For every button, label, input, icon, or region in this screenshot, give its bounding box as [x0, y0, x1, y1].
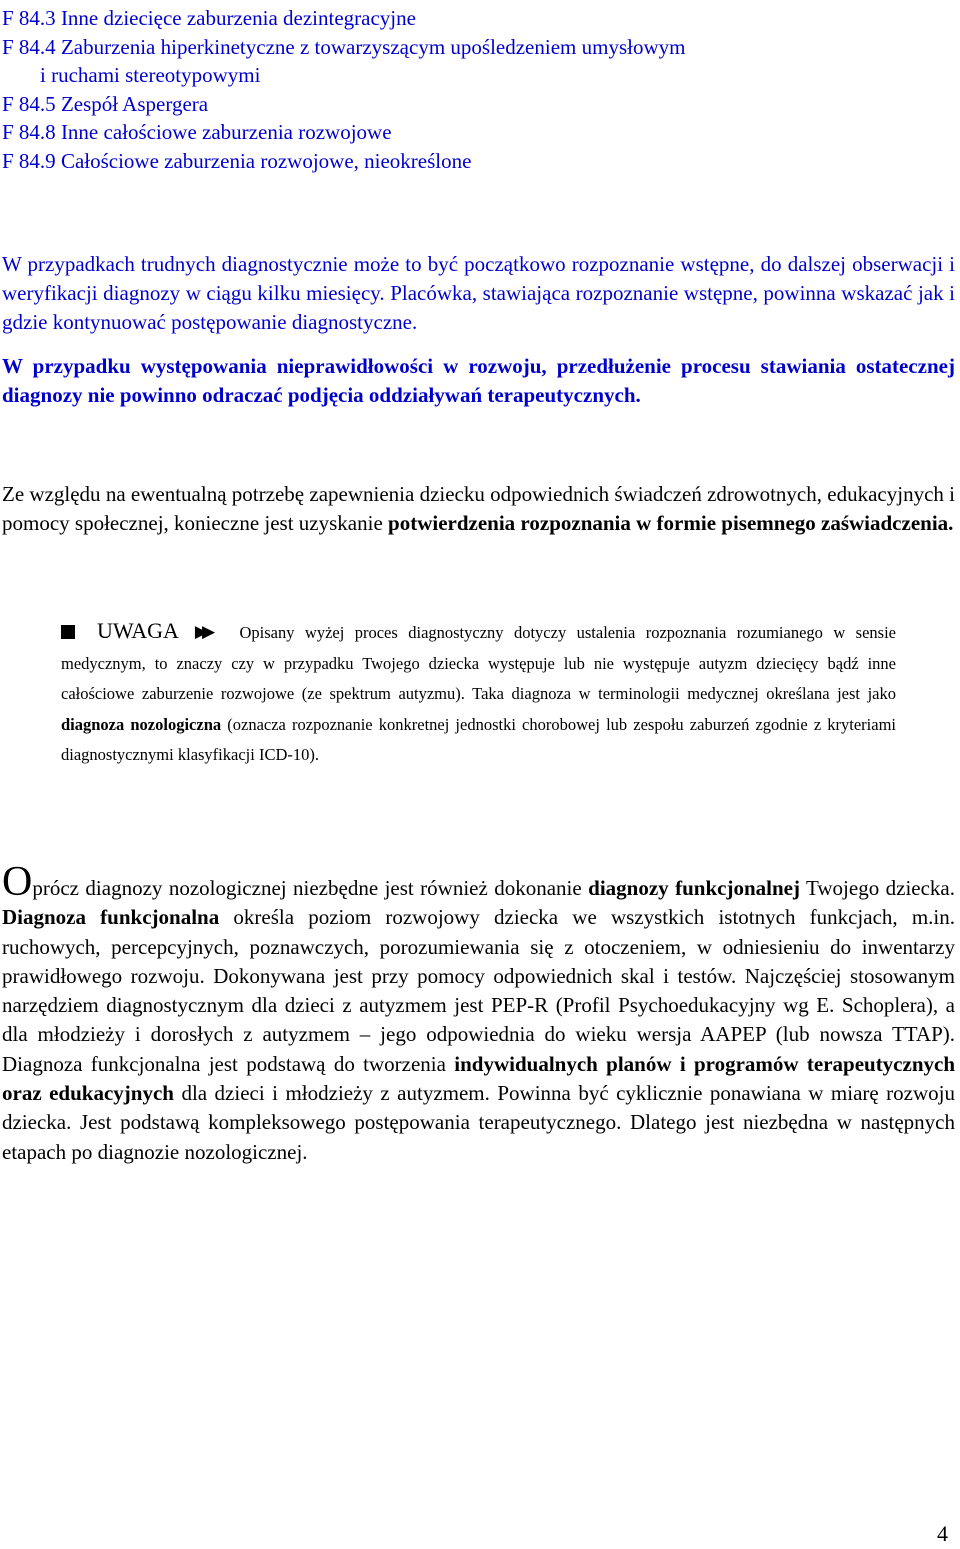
code-item: F 84.9 Całościowe zaburzenia rozwojowe, nieokreślone [2, 148, 472, 173]
paragraph-therapy-note: W przypadku występowania nieprawidłowości w rozwoju, przedłużenie procesu stawiania ostatecznej diagnozy nie powinno odraczać podjęcia oddziaływań terapeutycznych. [2, 354, 955, 407]
drop-cap: O [2, 859, 33, 905]
double-arrow-icon: ▶▶ [194, 622, 210, 641]
page-number: 4 [937, 1521, 948, 1546]
paragraph-functional-diagnosis: Oprócz diagnozy nozologicznej niezbędne jest również dokonanie diagnozy funkcjonalnej Twojego dziecka. Diagnoza funkcjonalna określa poziom rozwojowy dziecka we wszystkich istotnych funkcjach, m.in. ruchowych, percepcyjnych, poznawczych, porozumiewania się z otoczeniem, w odniesieniu do inwentarzy prawidłowego rozwoju. Dokonywana jest przy pomocy odpowiednich skal i testów. Najczęściej stosowanym narzędziem diagnostycznym dla dzieci z autyzmem jest PEP-R (Profil Psychoedukacyjny wg E. Schoplera), a dla młodzieży i dorosłych z autyzmem – jego odpowiednia do wieku wersja AAPEP (lub nowsza TTAP). Diagnoza funkcjonalna jest podstawą do tworzenia indywidualnych planów i programów terapeutycznych oraz edukacyjnych dla dzieci i młodzieży z autyzmem. Powinna być cyklicznie ponawiana w miarę rozwoju dziecka. Jest podstawą kompleksowego postępowania terapeutycznego. Dlatego jest niezbędna w następnych etapach po diagnozie nozologicznej. [2, 859, 956, 1164]
icd-code-list [2, 4, 685, 176]
square-bullet-icon [61, 625, 75, 639]
code-item: F 84.8 Inne całościowe zaburzenia rozwojowe [2, 120, 392, 145]
paragraph-initial-diagnosis: W przypadkach trudnych diagnostycznie może to być początkowo rozpoznanie wstępne, do dalszej obserwacji i weryfikacji diagnozy w ciągu kilku miesięcy. Placówka, stawiająca rozpoznanie wstępne, powinna wskazać jak i gdzie kontynuować postępowanie diagnostyczne. [2, 252, 955, 334]
code-item-continuation: i ruchami stereotypowymi [40, 63, 261, 88]
note-box: UWAGA ▶▶ Opisany wyżej proces diagnostyczny dotyczy ustalenia rozpoznania rozumianego w sensie medycznym, to znaczy czy w przypadku Twojego dziecka występuje lub nie występuje autyzm dziecięcy bądź inne całościowe zaburzenie rozwojowe (ze spektrum autyzmu). Taka diagnoza w terminologii medycznej określana jest jako diagnoza nozologiczna (oznacza rozpoznanie konkretnej jednostki chorobowej lub zespołu zaburzeń zgodnie z kryteriami diagnostycznymi klasyfikacji ICD-10). [61, 618, 897, 764]
code-item: F 84.4 Zaburzenia hiperkinetyczne z towarzyszącym upośledzeniem umysłowym [2, 34, 686, 59]
note-label: UWAGA [97, 618, 179, 643]
paragraph-certificate: Ze względu na ewentualną potrzebę zapewnienia dziecku odpowiednich świadczeń zdrowotnych, edukacyjnych i pomocy społecznej, konieczne jest uzyskanie potwierdzenia rozpoznania w formie pisemnego zaświadczenia. [2, 482, 955, 535]
code-item: F 84.5 Zespół Aspergera [2, 91, 209, 116]
code-item: F 84.3 Inne dziecięce zaburzenia dezintegracyjne [2, 6, 416, 30]
